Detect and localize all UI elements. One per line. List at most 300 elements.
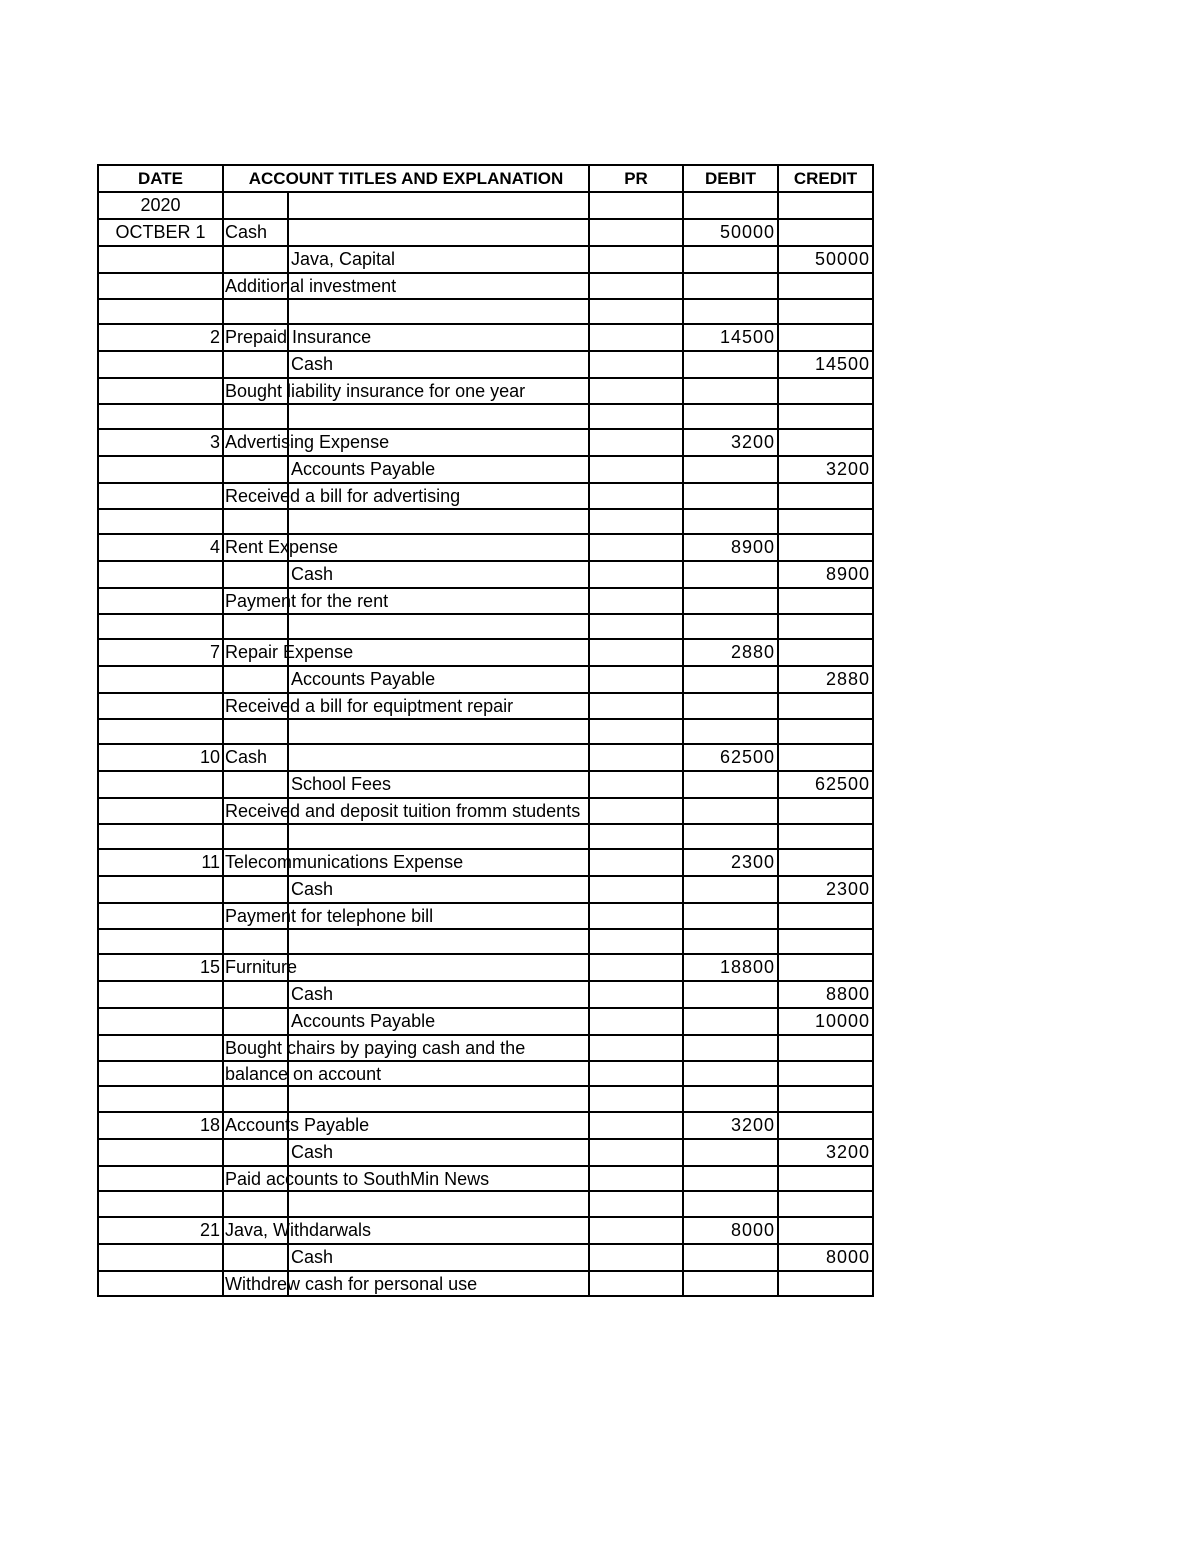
pr-cell xyxy=(589,744,683,771)
date-cell xyxy=(98,666,223,693)
debit-cell xyxy=(683,1086,778,1112)
date-cell xyxy=(98,1139,223,1166)
table-row xyxy=(98,456,873,483)
account-cell xyxy=(223,483,461,509)
account-cell xyxy=(223,1244,288,1271)
debit-cell xyxy=(683,1166,778,1192)
table-row xyxy=(98,561,873,588)
debit-cell xyxy=(683,1008,778,1035)
account-cell xyxy=(223,509,288,535)
pr-cell xyxy=(589,771,683,798)
pr-cell xyxy=(589,849,683,876)
debit-cell xyxy=(683,666,778,693)
table-row xyxy=(98,246,873,273)
account-title: Cash xyxy=(225,747,268,767)
credit-cell xyxy=(778,954,873,981)
pr-cell xyxy=(589,509,683,535)
account-cell xyxy=(223,1086,288,1112)
debit-cell xyxy=(683,1061,778,1087)
debit-cell xyxy=(683,1191,778,1217)
credited-account: Cash xyxy=(291,1246,334,1267)
pr-cell xyxy=(589,456,683,483)
date-cell xyxy=(98,404,223,430)
date-cell xyxy=(98,824,223,850)
pr-cell xyxy=(589,903,683,929)
credit-cell: 62500 xyxy=(778,771,873,798)
account-title: Received a bill for advertising xyxy=(225,486,461,506)
pr-cell xyxy=(589,404,683,430)
credit-cell xyxy=(778,299,873,325)
table-row xyxy=(98,588,873,614)
credited-account-cell xyxy=(288,404,589,430)
pr-cell xyxy=(589,719,683,745)
debit-cell xyxy=(683,456,778,483)
account-title: Received a bill for equiptment repair xyxy=(225,696,514,716)
credited-account: Cash xyxy=(291,1141,334,1162)
account-cell xyxy=(223,378,526,404)
pr-cell xyxy=(589,299,683,325)
table-row xyxy=(98,219,873,246)
credited-account-cell xyxy=(288,666,589,693)
credit-cell xyxy=(778,903,873,929)
credited-account-cell xyxy=(288,1008,589,1035)
account-cell xyxy=(223,639,354,666)
pr-cell xyxy=(589,324,683,351)
date-cell xyxy=(98,456,223,483)
account-cell xyxy=(223,192,288,219)
credit-cell xyxy=(778,824,873,850)
account-cell xyxy=(223,693,514,719)
date-cell: 11 xyxy=(98,849,223,876)
account-title: Paid accounts to SouthMin News xyxy=(225,1168,490,1189)
pr-cell xyxy=(589,483,683,509)
account-cell xyxy=(223,666,288,693)
account-title: Prepaid Insurance xyxy=(225,327,372,347)
debit-cell: 2300 xyxy=(683,849,778,876)
pr-cell xyxy=(589,876,683,903)
credited-account: Accounts Payable xyxy=(291,669,436,689)
credited-account-cell xyxy=(288,1086,589,1112)
credited-account-cell xyxy=(288,192,589,219)
table-row xyxy=(98,666,873,693)
date-cell xyxy=(98,1086,223,1112)
credited-account: Cash xyxy=(291,354,334,374)
credit-cell xyxy=(778,404,873,430)
debit-cell xyxy=(683,798,778,824)
debit-cell xyxy=(683,351,778,378)
debit-cell xyxy=(683,1139,778,1166)
header-row xyxy=(98,165,873,192)
pr-cell xyxy=(589,1166,683,1192)
table-row xyxy=(98,693,873,719)
table-row xyxy=(98,1244,873,1271)
date-cell xyxy=(98,981,223,1008)
table-row xyxy=(98,1112,873,1139)
credit-cell xyxy=(778,798,873,824)
debit-cell xyxy=(683,929,778,955)
credit-cell xyxy=(778,719,873,745)
credit-cell xyxy=(778,929,873,955)
date-cell xyxy=(98,351,223,378)
credited-account-cell xyxy=(288,929,589,955)
credited-account-cell xyxy=(288,561,589,588)
table-row xyxy=(98,1061,873,1087)
date-cell: 18 xyxy=(98,1112,223,1139)
debit-cell xyxy=(683,1271,778,1297)
credited-account: Cash xyxy=(291,564,334,584)
account-cell xyxy=(223,588,389,614)
account-cell xyxy=(223,876,288,903)
debit-cell: 18800 xyxy=(683,954,778,981)
table-row xyxy=(98,1086,873,1112)
account-cell xyxy=(223,1191,288,1217)
account-cell xyxy=(223,404,288,430)
pr-cell xyxy=(589,351,683,378)
debit-cell: 8900 xyxy=(683,534,778,561)
account-cell xyxy=(223,903,434,929)
table-row xyxy=(98,192,873,219)
date-cell xyxy=(98,693,223,719)
date-cell xyxy=(98,1191,223,1217)
date-cell xyxy=(98,771,223,798)
account-title: Cash xyxy=(225,222,268,242)
credit-cell: 8000 xyxy=(778,1244,873,1271)
pr-cell xyxy=(589,1086,683,1112)
credit-cell xyxy=(778,1166,873,1192)
credited-account-cell xyxy=(288,351,589,378)
pr-cell xyxy=(589,614,683,640)
table-row xyxy=(98,719,873,745)
account-title: Accounts Payable xyxy=(225,1114,370,1135)
table-row xyxy=(98,1139,873,1166)
credited-account-cell xyxy=(288,219,589,246)
account-title: Telecommunications Expense xyxy=(225,852,464,872)
credited-account: Cash xyxy=(291,984,334,1004)
date-cell xyxy=(98,1244,223,1271)
table-row xyxy=(98,509,873,535)
debit-cell: 2880 xyxy=(683,639,778,666)
credited-account-cell xyxy=(288,246,589,273)
pr-cell xyxy=(589,981,683,1008)
debit-cell: 50000 xyxy=(683,219,778,246)
credit-cell xyxy=(778,429,873,456)
credited-account: Cash xyxy=(291,879,334,899)
account-title: Repair Expense xyxy=(225,642,354,662)
date-cell xyxy=(98,1061,223,1087)
table-row xyxy=(98,273,873,299)
account-title: Furniture xyxy=(225,957,298,977)
table-row xyxy=(98,798,873,824)
debit-cell xyxy=(683,719,778,745)
table-row xyxy=(98,1166,873,1192)
debit-cell: 8000 xyxy=(683,1217,778,1244)
account-title: Withdrew cash for personal use xyxy=(225,1273,478,1294)
pr-cell xyxy=(589,378,683,404)
credit-cell xyxy=(778,378,873,404)
pr-cell xyxy=(589,954,683,981)
table-row xyxy=(98,981,873,1008)
debit-cell xyxy=(683,771,778,798)
account-cell xyxy=(223,1166,490,1192)
debit-cell xyxy=(683,273,778,299)
credit-cell xyxy=(778,483,873,509)
credit-cell xyxy=(778,744,873,771)
table-row xyxy=(98,614,873,640)
debit-cell xyxy=(683,1035,778,1061)
date-cell xyxy=(98,299,223,325)
account-cell xyxy=(223,273,397,299)
table-row xyxy=(98,771,873,798)
pr-cell xyxy=(589,588,683,614)
header-debit: DEBIT xyxy=(683,165,778,192)
table-row xyxy=(98,639,873,666)
pr-cell xyxy=(589,693,683,719)
account-cell xyxy=(223,824,288,850)
pr-cell xyxy=(589,666,683,693)
date-cell: 15 xyxy=(98,954,223,981)
pr-cell xyxy=(589,1008,683,1035)
table-row xyxy=(98,876,873,903)
pr-cell xyxy=(589,1061,683,1087)
account-title: Advertising Expense xyxy=(225,432,390,452)
credited-account-cell xyxy=(288,744,589,771)
date-cell xyxy=(98,509,223,535)
account-cell xyxy=(223,929,288,955)
date-cell xyxy=(98,273,223,299)
date-cell: 4 xyxy=(98,534,223,561)
debit-cell xyxy=(683,1244,778,1271)
pr-cell xyxy=(589,1139,683,1166)
account-cell xyxy=(223,324,372,351)
account-title: Additional investment xyxy=(225,276,397,296)
credit-cell: 8800 xyxy=(778,981,873,1008)
account-cell xyxy=(223,1217,372,1244)
credited-account-cell xyxy=(288,509,589,535)
pr-cell xyxy=(589,824,683,850)
credit-cell: 8900 xyxy=(778,561,873,588)
pr-cell xyxy=(589,1035,683,1061)
account-cell xyxy=(223,299,288,325)
credit-cell xyxy=(778,1271,873,1297)
credit-cell xyxy=(778,1086,873,1112)
pr-cell xyxy=(589,1191,683,1217)
date-cell: 2 xyxy=(98,324,223,351)
debit-cell xyxy=(683,483,778,509)
table-row xyxy=(98,929,873,955)
credited-account-cell xyxy=(288,876,589,903)
header-pr: PR xyxy=(589,165,683,192)
table-row xyxy=(98,429,873,456)
debit-cell: 3200 xyxy=(683,1112,778,1139)
credit-cell xyxy=(778,614,873,640)
pr-cell xyxy=(589,561,683,588)
pr-cell xyxy=(589,429,683,456)
credit-cell xyxy=(778,1217,873,1244)
account-cell xyxy=(223,981,288,1008)
account-cell xyxy=(223,456,288,483)
account-cell xyxy=(223,771,288,798)
account-cell xyxy=(223,1061,382,1087)
credit-cell: 3200 xyxy=(778,1139,873,1166)
account-title: Payment for the rent xyxy=(225,591,389,611)
date-cell xyxy=(98,1008,223,1035)
debit-cell: 62500 xyxy=(683,744,778,771)
table-row xyxy=(98,324,873,351)
credit-cell xyxy=(778,219,873,246)
credit-cell xyxy=(778,273,873,299)
table-row xyxy=(98,351,873,378)
account-cell xyxy=(223,1112,370,1139)
debit-cell xyxy=(683,614,778,640)
date-cell xyxy=(98,378,223,404)
table-row xyxy=(98,824,873,850)
credited-account-cell xyxy=(288,456,589,483)
debit-cell xyxy=(683,246,778,273)
credited-account-cell xyxy=(288,771,589,798)
table-row xyxy=(98,1217,873,1244)
credit-cell xyxy=(778,509,873,535)
credit-cell: 14500 xyxy=(778,351,873,378)
credit-cell xyxy=(778,588,873,614)
credit-cell xyxy=(778,324,873,351)
credit-cell xyxy=(778,192,873,219)
pr-cell xyxy=(589,1271,683,1297)
pr-cell xyxy=(589,639,683,666)
credited-account-cell xyxy=(288,954,589,981)
date-cell xyxy=(98,614,223,640)
credited-account-cell xyxy=(288,1244,589,1271)
table-row xyxy=(98,744,873,771)
date-cell xyxy=(98,903,223,929)
date-cell: 7 xyxy=(98,639,223,666)
date-cell: 3 xyxy=(98,429,223,456)
credited-account: Accounts Payable xyxy=(291,459,436,479)
date-cell: OCTBER 1 xyxy=(98,219,223,246)
debit-cell: 3200 xyxy=(683,429,778,456)
credit-cell xyxy=(778,1191,873,1217)
account-cell xyxy=(223,744,288,771)
pr-cell xyxy=(589,273,683,299)
credited-account: Java, Capital xyxy=(291,249,396,269)
account-cell xyxy=(223,798,581,824)
debit-cell xyxy=(683,981,778,1008)
debit-cell xyxy=(683,876,778,903)
pr-cell xyxy=(589,1112,683,1139)
table-row xyxy=(98,954,873,981)
header-account: ACCOUNT TITLES AND EXPLANATION xyxy=(223,165,589,192)
debit-cell xyxy=(683,378,778,404)
credit-cell xyxy=(778,1061,873,1087)
date-cell xyxy=(98,1166,223,1192)
account-cell xyxy=(223,1008,288,1035)
account-cell xyxy=(223,1271,478,1297)
credited-account-cell xyxy=(288,1191,589,1217)
table-row xyxy=(98,378,873,404)
date-cell xyxy=(98,876,223,903)
pr-cell xyxy=(589,192,683,219)
credited-account-cell xyxy=(288,299,589,325)
date-cell xyxy=(98,561,223,588)
table-row xyxy=(98,1191,873,1217)
account-cell xyxy=(223,1139,288,1166)
credit-cell: 10000 xyxy=(778,1008,873,1035)
account-cell xyxy=(223,614,288,640)
debit-cell xyxy=(683,824,778,850)
credit-cell xyxy=(778,1112,873,1139)
account-cell xyxy=(223,561,288,588)
credit-cell: 2880 xyxy=(778,666,873,693)
table-row xyxy=(98,534,873,561)
credit-cell: 2300 xyxy=(778,876,873,903)
credit-cell: 3200 xyxy=(778,456,873,483)
credited-account-cell xyxy=(288,824,589,850)
date-cell xyxy=(98,483,223,509)
table-row xyxy=(98,483,873,509)
account-title: Java, Withdarwals xyxy=(225,1219,372,1240)
date-cell xyxy=(98,588,223,614)
date-cell: 2020 xyxy=(98,192,223,219)
credit-cell: 50000 xyxy=(778,246,873,273)
date-cell xyxy=(98,1035,223,1061)
credit-cell xyxy=(778,693,873,719)
account-title: Bought liability insurance for one year xyxy=(225,381,526,401)
credited-account: Accounts Payable xyxy=(291,1011,436,1031)
pr-cell xyxy=(589,534,683,561)
debit-cell xyxy=(683,192,778,219)
credit-cell xyxy=(778,1035,873,1061)
pr-cell xyxy=(589,1217,683,1244)
table-row xyxy=(98,849,873,876)
date-cell xyxy=(98,1271,223,1297)
debit-cell xyxy=(683,588,778,614)
table-row xyxy=(98,1271,873,1297)
account-cell xyxy=(223,954,298,981)
account-title: balance on account xyxy=(225,1063,382,1084)
debit-cell: 14500 xyxy=(683,324,778,351)
credit-cell xyxy=(778,639,873,666)
pr-cell xyxy=(589,1244,683,1271)
account-cell xyxy=(223,719,288,745)
account-cell xyxy=(223,849,464,876)
account-title: Received and deposit tuition fromm students xyxy=(225,801,581,821)
journal-body xyxy=(98,192,873,1296)
date-cell: 21 xyxy=(98,1217,223,1244)
journal-table xyxy=(97,164,874,1297)
pr-cell xyxy=(589,798,683,824)
date-cell xyxy=(98,929,223,955)
account-cell xyxy=(223,1035,526,1061)
date-cell xyxy=(98,719,223,745)
account-cell xyxy=(223,219,288,246)
table-row xyxy=(98,299,873,325)
credited-account: School Fees xyxy=(291,774,392,794)
account-title: Rent Expense xyxy=(225,537,339,557)
debit-cell xyxy=(683,299,778,325)
account-title: Payment for telephone bill xyxy=(225,906,434,926)
table-row xyxy=(98,1008,873,1035)
table-row xyxy=(98,404,873,430)
account-cell xyxy=(223,246,288,273)
credit-cell xyxy=(778,849,873,876)
credited-account-cell xyxy=(288,981,589,1008)
account-title: Bought chairs by paying cash and the xyxy=(225,1038,526,1058)
credited-account-cell xyxy=(288,614,589,640)
date-cell xyxy=(98,798,223,824)
credited-account-cell xyxy=(288,1139,589,1166)
debit-cell xyxy=(683,509,778,535)
credited-account-cell xyxy=(288,719,589,745)
debit-cell xyxy=(683,903,778,929)
